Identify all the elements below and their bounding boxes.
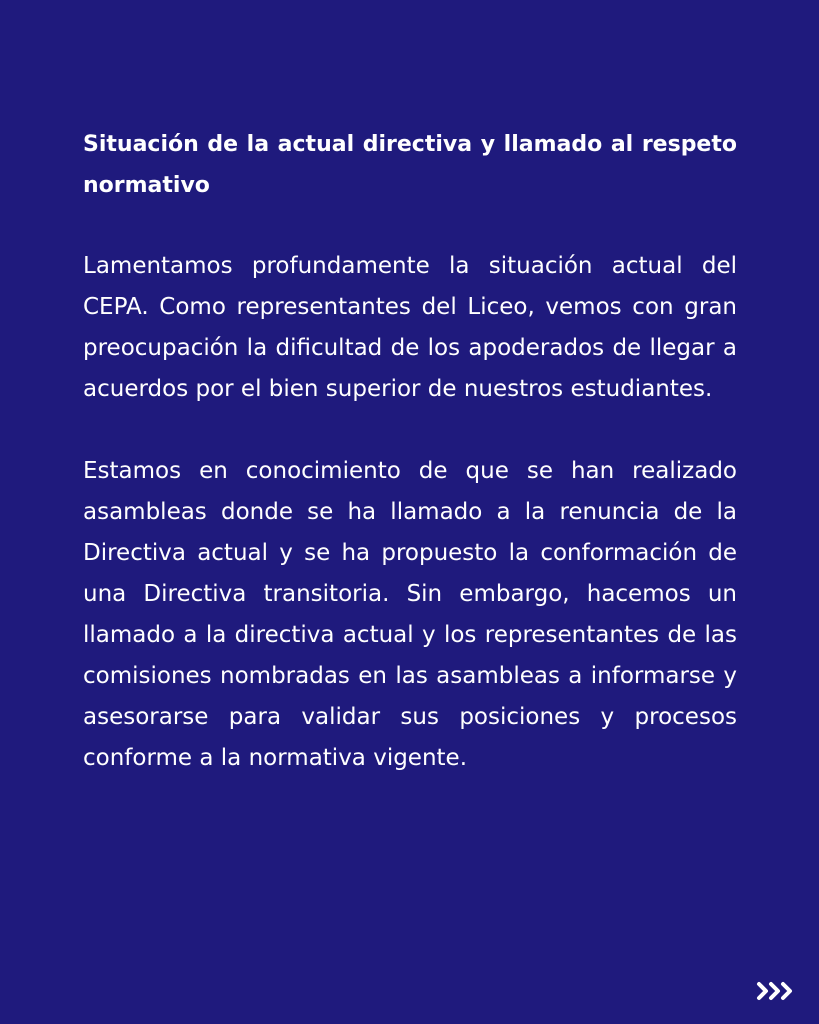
paragraph-situacion: Lamentamos profundamente la situación actual del CEPA. Como representantes del Liceo, vemos con gran preocupación la dificultad de los apoderados de llegar a acuerdos por el bien superior de nuestros estudiantes. <box>83 253 737 402</box>
post-title: Situación de la actual directiva y llamado al respeto normativo <box>83 132 737 198</box>
post-content <box>83 124 737 779</box>
paragraph-asambleas: Estamos en conocimiento de que se han realizado asambleas donde se ha llamado a la renuncia de la Directiva actual y se ha propuesto la conformación de una Directiva transitoria. Sin embargo, hacemos un llamado a la directiva actual y los representantes de las comisiones nombradas en las asambleas a informarse y asesorarse para validar sus posiciones y procesos conforme a la normativa vigente. <box>83 458 737 771</box>
triple-chevron-right-icon[interactable] <box>756 980 796 1002</box>
